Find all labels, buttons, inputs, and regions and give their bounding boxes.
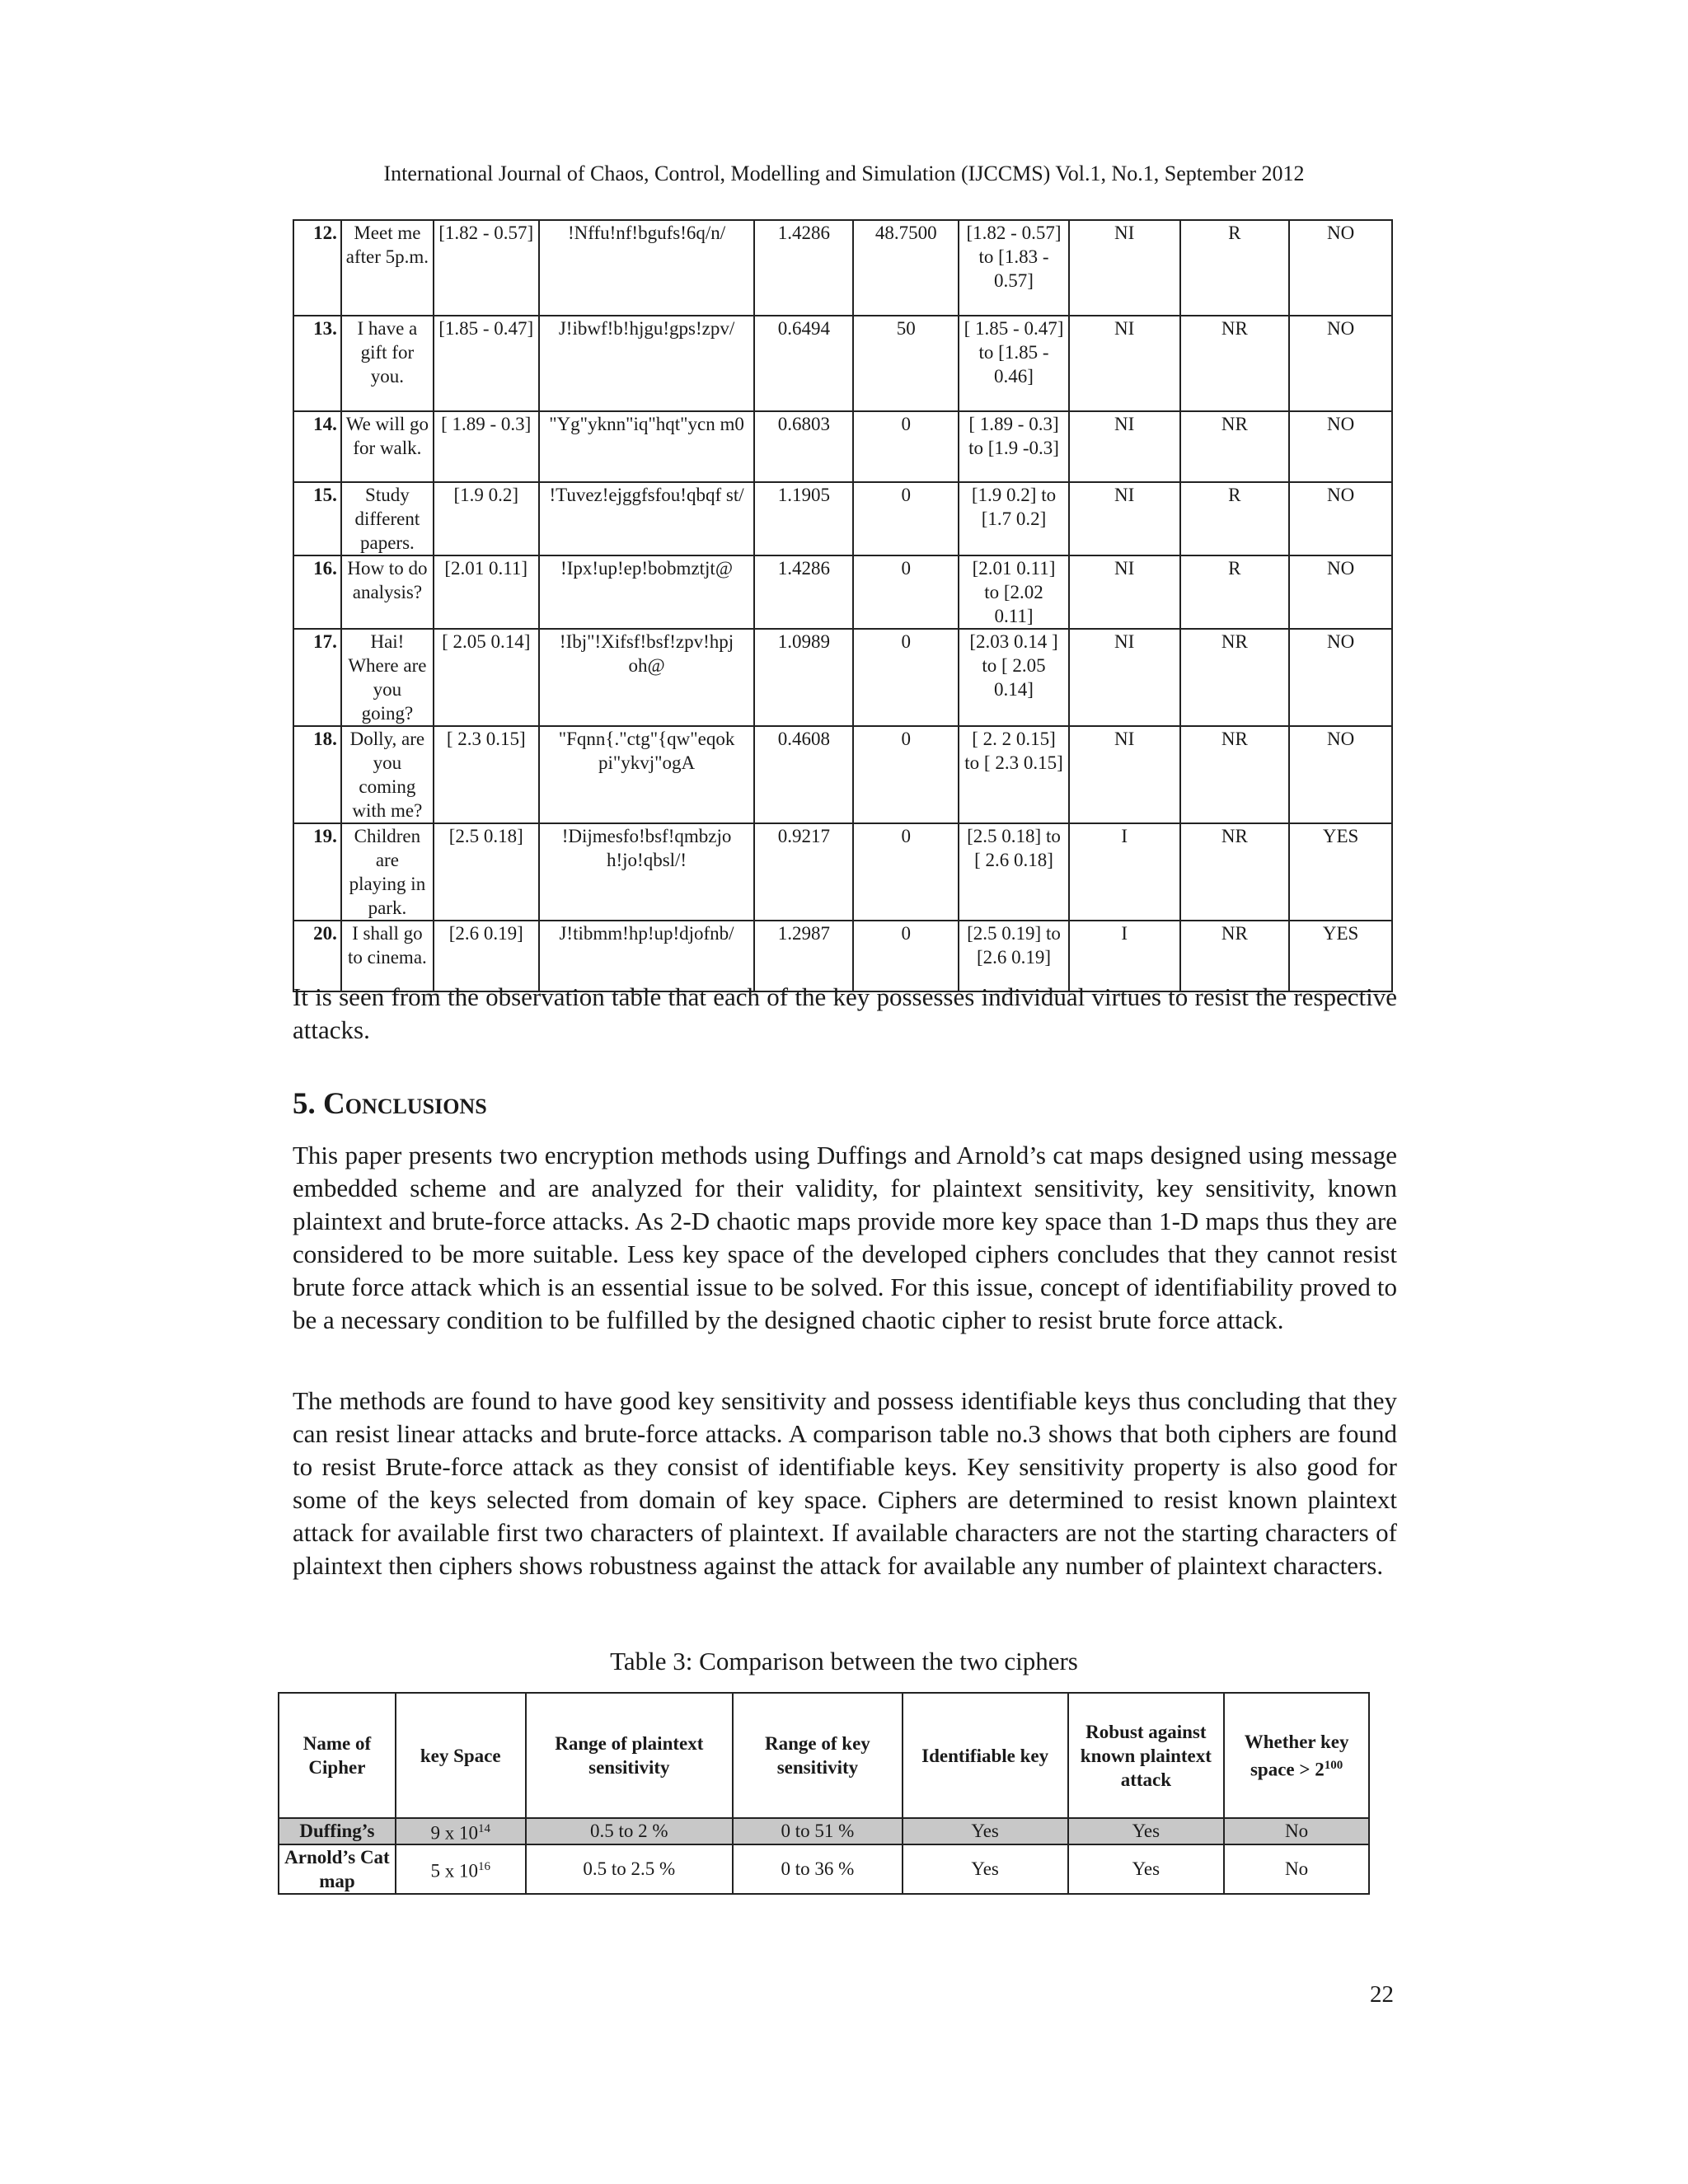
value1-cell: 0.9217 [754, 823, 853, 921]
header-name: Name of Cipher [279, 1693, 396, 1818]
comparison-table [278, 1692, 1370, 1895]
key-range: 0 to 36 % [733, 1844, 903, 1894]
table-row [279, 1818, 1369, 1844]
value1-cell: 1.2987 [754, 921, 853, 991]
plaintext-range: 0.5 to 2.5 % [526, 1844, 734, 1894]
brute-force-cell: NO [1289, 629, 1392, 726]
resistance-cell: NR [1180, 921, 1290, 991]
key-space [396, 1844, 526, 1894]
header-plaintext-range: Range of plaintext sensitivity [526, 1693, 734, 1818]
resistance-cell: NR [1180, 629, 1290, 726]
table-row [293, 726, 1392, 823]
value2-cell: 0 [853, 411, 959, 482]
identifiability-cell: NI [1069, 629, 1180, 726]
key-space-exponent: 16 [477, 1859, 490, 1873]
whether-key-space: No [1224, 1844, 1369, 1894]
key-cell: [2.5 0.18] [434, 823, 539, 921]
value2-cell: 0 [853, 823, 959, 921]
value1-cell: 1.4286 [754, 555, 853, 629]
key-cell: [2.6 0.19] [434, 921, 539, 991]
table-row [293, 823, 1392, 921]
cipher-name: Arnold’s Cat map [279, 1844, 396, 1894]
row-number: 16. [293, 555, 341, 629]
table-row [279, 1844, 1369, 1894]
table-row [293, 316, 1392, 411]
conclusion-paragraph-1: This paper presents two encryption methods using Duffings and Arnold’s cat maps designed using message embedded scheme and are analyzed for their validity, for plaintext sensitivity, key sensitivity, known plaintext and brute-force attacks. As 2-D chaotic maps provide more key space than 1-D maps thus they are considered to be more suitable. Less key space of the developed ciphers concludes that they cannot resist brute force attack which is an essential issue to be solved. For this issue, concept of identifiability proved to be a necessary condition to be fulfilled by the designed chaotic cipher to resist brute force attack. [293, 1141, 1397, 1334]
robust: Yes [1068, 1818, 1225, 1844]
message-cell: Meet me after 5p.m. [341, 220, 434, 316]
identifiability-cell: NI [1069, 220, 1180, 316]
message-cell: Children are playing in park. [341, 823, 434, 921]
header-whether-text: Whether key space > 2 [1244, 1731, 1349, 1780]
observation-table [293, 219, 1393, 992]
table-row [293, 555, 1392, 629]
message-cell: Dolly, are you coming with me? [341, 726, 434, 823]
value1-cell: 0.4608 [754, 726, 853, 823]
header-key-range: Range of key sensitivity [733, 1693, 903, 1818]
resistance-cell: R [1180, 220, 1290, 316]
resistance-cell: NR [1180, 726, 1290, 823]
brute-force-cell: NO [1289, 316, 1392, 411]
brute-force-cell: NO [1289, 482, 1392, 555]
value2-cell: 0 [853, 726, 959, 823]
value2-cell: 0 [853, 629, 959, 726]
message-cell: We will go for walk. [341, 411, 434, 482]
message-cell: How to do analysis? [341, 555, 434, 629]
resistance-cell: R [1180, 482, 1290, 555]
header-whether-exponent: 100 [1324, 1758, 1343, 1772]
value2-cell: 50 [853, 316, 959, 411]
cipher-cell: J!tibmm!hp!up!djofnb/ [539, 921, 755, 991]
cipher-cell: !Tuvez!ejggfsfou!qbqf st/ [539, 482, 755, 555]
message-cell: Study different papers. [341, 482, 434, 555]
identifiability-cell: I [1069, 921, 1180, 991]
key-space-base: 9 x 10 [430, 1822, 478, 1844]
cipher-cell: !Ipx!up!ep!bobmztjt@ [539, 555, 755, 629]
plaintext-range: 0.5 to 2 % [526, 1818, 734, 1844]
key-cell: [ 2.3 0.15] [434, 726, 539, 823]
identifiability-cell: NI [1069, 726, 1180, 823]
range-cell: [2.5 0.18] to [ 2.6 0.18] [959, 823, 1069, 921]
brute-force-cell: YES [1289, 823, 1392, 921]
row-number: 15. [293, 482, 341, 555]
range-cell: [ 1.89 - 0.3] to [1.9 -0.3] [959, 411, 1069, 482]
value1-cell: 0.6494 [754, 316, 853, 411]
key-cell: [ 2.05 0.14] [434, 629, 539, 726]
cipher-name: Duffing’s [279, 1818, 396, 1844]
robust: Yes [1068, 1844, 1225, 1894]
key-cell: [1.85 - 0.47] [434, 316, 539, 411]
section-title: Conclusions [323, 1087, 487, 1121]
brute-force-cell: NO [1289, 726, 1392, 823]
identifiability-cell: NI [1069, 555, 1180, 629]
range-cell: [ 2. 2 0.15] to [ 2.3 0.15] [959, 726, 1069, 823]
running-header: International Journal of Chaos, Control, Modelling and Simulation (IJCCMS) Vol.1, No.1, September 2012 [383, 162, 1305, 185]
message-cell: I have a gift for you. [341, 316, 434, 411]
header-robust: Robust against known plaintext attack [1068, 1693, 1225, 1818]
header-identifiable: Identifiable key [903, 1693, 1068, 1818]
value2-cell: 48.7500 [853, 220, 959, 316]
table-row [293, 482, 1392, 555]
identifiability-cell: NI [1069, 482, 1180, 555]
range-cell: [2.01 0.11] to [2.02 0.11] [959, 555, 1069, 629]
key-cell: [ 1.89 - 0.3] [434, 411, 539, 482]
identifiability-cell: I [1069, 823, 1180, 921]
cipher-cell: !Ibj"!Xifsf!bsf!zpv!hpj oh@ [539, 629, 755, 726]
key-cell: [2.01 0.11] [434, 555, 539, 629]
value2-cell: 0 [853, 555, 959, 629]
row-number: 12. [293, 220, 341, 316]
value1-cell: 1.4286 [754, 220, 853, 316]
key-space-base: 5 x 10 [430, 1860, 478, 1882]
table-caption: Table 3: Comparison between the two ciphers [610, 1647, 1078, 1675]
value1-cell: 1.1905 [754, 482, 853, 555]
resistance-cell: R [1180, 555, 1290, 629]
header-key-space: key Space [396, 1693, 526, 1818]
cipher-cell: !Dijmesfo!bsf!qmbzjo h!jo!qbsl/! [539, 823, 755, 921]
message-cell: Hai! Where are you going? [341, 629, 434, 726]
cipher-cell: J!ibwf!b!hjgu!gps!zpv/ [539, 316, 755, 411]
section-heading [293, 1086, 487, 1122]
brute-force-cell: NO [1289, 220, 1392, 316]
conclusion-paragraph-2: The methods are found to have good key sensitivity and possess identifiable keys thus concluding that they can resist linear attacks and brute-force attacks. A comparison table no.3 shows that both ciphers are found to resist Brute-force attack as they consist of identifiable keys. Key sensitivity property is also good for some of the keys selected from domain of key space. Ciphers are determined to resist known plaintext attack for available first two characters of plaintext. If available characters are not the starting characters of plaintext then ciphers shows robustness against the attack for available any number of plaintext characters. [293, 1386, 1397, 1580]
row-number: 19. [293, 823, 341, 921]
page-number: 22 [1370, 1981, 1394, 2008]
section-number: 5. [293, 1087, 316, 1121]
message-cell: I shall go to cinema. [341, 921, 434, 991]
key-cell: [1.9 0.2] [434, 482, 539, 555]
identifiable: Yes [903, 1844, 1068, 1894]
row-number: 14. [293, 411, 341, 482]
identifiable: Yes [903, 1818, 1068, 1844]
brute-force-cell: NO [1289, 555, 1392, 629]
observation-summary: It is seen from the observation table that each of the key possesses individual virtues to resist the respective attacks. [293, 982, 1397, 1044]
resistance-cell: NR [1180, 316, 1290, 411]
header-whether [1224, 1693, 1369, 1818]
brute-force-cell: YES [1289, 921, 1392, 991]
row-number: 20. [293, 921, 341, 991]
table-row [293, 629, 1392, 726]
brute-force-cell: NO [1289, 411, 1392, 482]
identifiability-cell: NI [1069, 316, 1180, 411]
cipher-cell: !Nffu!nf!bgufs!6q/n/ [539, 220, 755, 316]
table-row [293, 220, 1392, 316]
whether-key-space: No [1224, 1818, 1369, 1844]
value2-cell: 0 [853, 482, 959, 555]
row-number: 17. [293, 629, 341, 726]
range-cell: [1.82 - 0.57] to [1.83 - 0.57] [959, 220, 1069, 316]
range-cell: [2.03 0.14 ] to [ 2.05 0.14] [959, 629, 1069, 726]
range-cell: [ 1.85 - 0.47] to [1.85 - 0.46] [959, 316, 1069, 411]
range-cell: [1.9 0.2] to [1.7 0.2] [959, 482, 1069, 555]
value1-cell: 1.0989 [754, 629, 853, 726]
key-space-exponent: 14 [477, 1822, 490, 1835]
identifiability-cell: NI [1069, 411, 1180, 482]
cipher-cell: "Fqnn{."ctg"{qw"eqok pi"ykvj"ogA [539, 726, 755, 823]
resistance-cell: NR [1180, 823, 1290, 921]
key-cell: [1.82 - 0.57] [434, 220, 539, 316]
table-row [293, 411, 1392, 482]
row-number: 13. [293, 316, 341, 411]
value1-cell: 0.6803 [754, 411, 853, 482]
resistance-cell: NR [1180, 411, 1290, 482]
range-cell: [2.5 0.19] to [2.6 0.19] [959, 921, 1069, 991]
row-number: 18. [293, 726, 341, 823]
cipher-cell: "Yg"yknn"iq"hqt"ycn m0 [539, 411, 755, 482]
key-space [396, 1818, 526, 1844]
value2-cell: 0 [853, 921, 959, 991]
key-range: 0 to 51 % [733, 1818, 903, 1844]
